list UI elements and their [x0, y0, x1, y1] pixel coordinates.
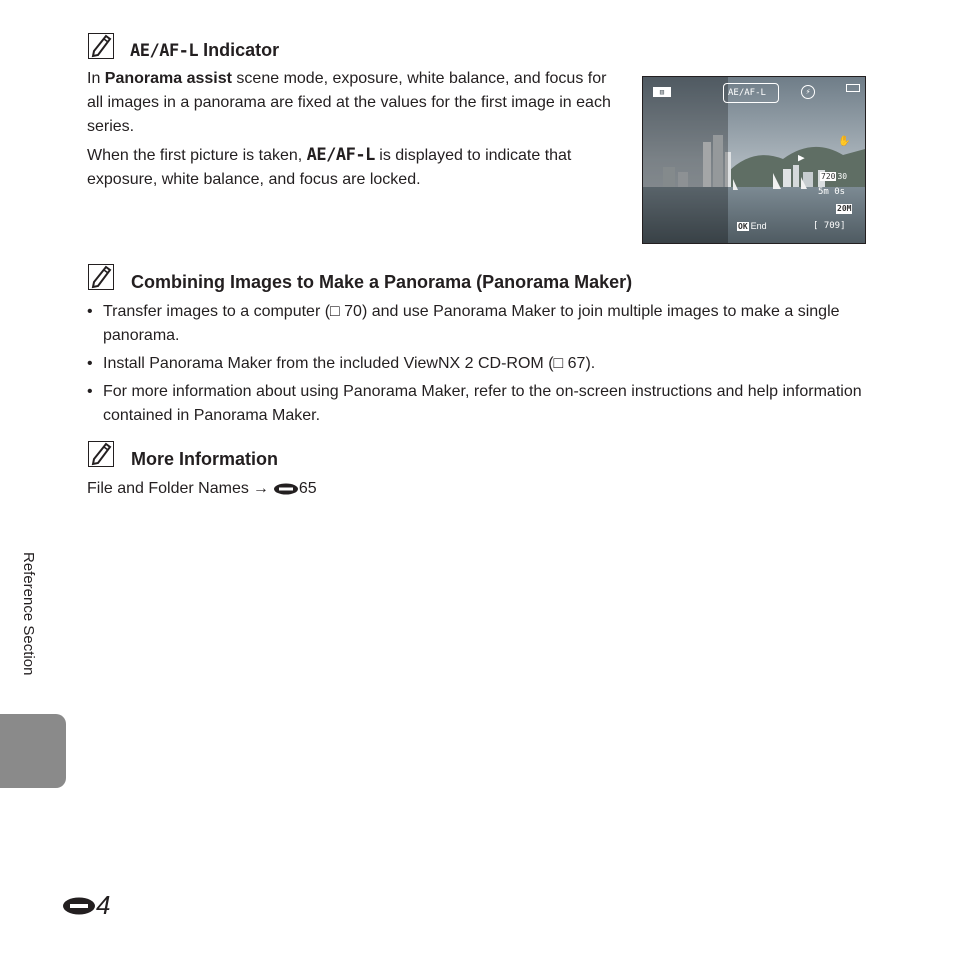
battery-icon: [846, 84, 860, 92]
page-number: 4: [62, 890, 110, 921]
flash-icon: ⚡: [801, 85, 815, 99]
list-item: • For more information about using Panorama Maker, refer to the on-screen instructions and help information contained in Panorama Maker.: [87, 380, 872, 428]
section-thumb-tab: [0, 714, 66, 788]
section-heading-panorama-maker: Combining Images to Make a Panorama (Panorama Maker): [131, 272, 633, 292]
file-folder-names-reference[interactable]: File and Folder Names → 65: [87, 480, 317, 497]
ok-end-button: OK End: [738, 221, 767, 231]
play-arrow-icon: ▶: [798, 151, 805, 164]
image-size-badge: 20M: [837, 204, 852, 213]
list-item: • Transfer images to a computer (□ 70) and use Panorama Maker to join multiple images to make a single panorama.: [87, 300, 872, 348]
exposures-remaining: [ 709]: [813, 221, 846, 231]
panorama-mode-icon: ▥: [653, 87, 671, 97]
list-item: • Install Panorama Maker from the included ViewNX 2 CD-ROM (□ 67).: [87, 352, 872, 376]
section-heading-more-information: More Information: [131, 449, 278, 469]
section-heading-indicator: AE/AF-L Indicator: [130, 40, 280, 61]
indicator-paragraph-1: In Panorama assist scene mode, exposure, white balance, and focus for all images in a panorama are fixed at the values for the first image in each series.: [87, 70, 611, 135]
pencil-note-icon: [88, 441, 114, 467]
camera-monitor-illustration: [642, 76, 866, 244]
pencil-note-icon: [88, 264, 114, 290]
remaining-movie-time: 5m 0s: [818, 187, 846, 197]
ae-af-lock-symbol: AE/AF-L: [306, 145, 375, 165]
movie-mode-badge: 720 30: [821, 172, 848, 181]
vibration-reduction-icon: ✋: [838, 136, 851, 147]
indicator-paragraph-2: When the first picture is taken, AE/AF-L is displayed to indicate that exposure, white balance, and focus are locked.: [87, 145, 572, 188]
side-section-label: Reference Section: [20, 552, 37, 676]
ae-af-lock-symbol: AE/AF-L: [130, 41, 199, 61]
panorama-maker-bullet-list: [87, 300, 872, 432]
reference-section-icon: [62, 897, 96, 915]
pencil-note-icon: [88, 33, 114, 59]
ae-af-lock-indicator: AE/AF-L: [723, 83, 779, 103]
reference-section-icon: [273, 483, 299, 495]
